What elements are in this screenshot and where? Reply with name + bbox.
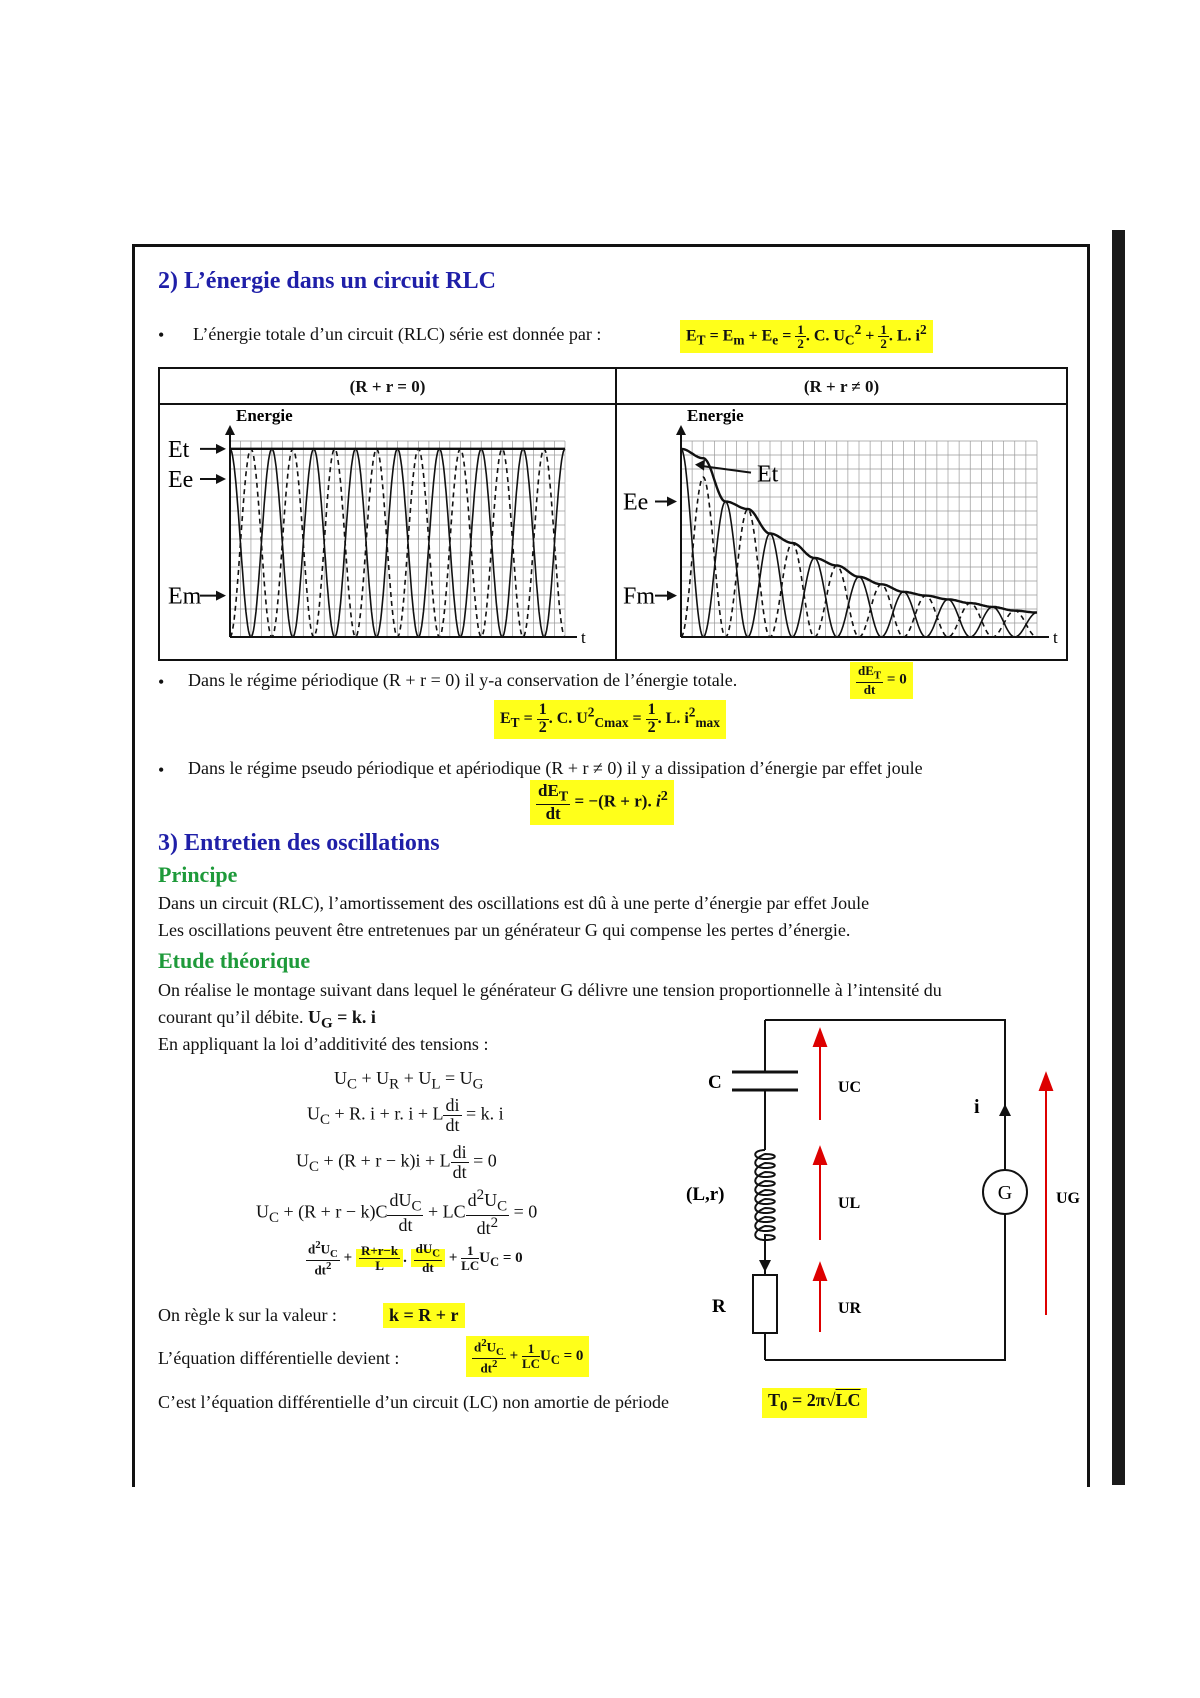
label-ul: UL (838, 1195, 861, 1212)
y-axis-arrow-icon (676, 425, 686, 435)
etude-p5: En appliquant la loi d’additivité des tensions : (158, 1034, 489, 1054)
x-axis-label: t (581, 628, 586, 647)
k-text: On règle k sur la valeur : (158, 1305, 337, 1325)
principe-p1: Dans un circuit (RLC), l’amortissement des oscillations est dû à une perte d’énergie par effet Joule (158, 893, 870, 913)
label-lr: (L,r) (686, 1184, 725, 1205)
k-formula: k = R + r (383, 1303, 465, 1328)
label-arrow-icon (216, 474, 226, 484)
label-g: G (997, 1182, 1013, 1204)
y-axis-arrow-icon (225, 425, 235, 435)
pseudo-formula: $\frac{dE_T}{dt}$ = −(R + r). $i^2$ (530, 780, 674, 825)
principe-heading: Principe (158, 862, 238, 887)
y-axis-label: Energie (236, 406, 293, 425)
y-axis-label: Energie (687, 406, 744, 425)
equation-1: $U_C + U_R + U_L = U_G$ (334, 1068, 484, 1093)
series-label-ee: Ee (623, 489, 649, 516)
equation-2: $U_C + R$. i + r. i + L $\frac{di}{dt}$ = k. i (307, 1095, 504, 1135)
label-arrow-icon (216, 444, 226, 454)
label-ug: UG (1056, 1190, 1080, 1207)
series-label-em: Fm (623, 583, 656, 610)
bullet-dot: • (158, 672, 165, 692)
pseudo-text: Dans le régime pseudo périodique et apériodique (R + r ≠ 0) il y a dissipation d’énergie par effet joule (188, 758, 923, 778)
label-ur: UR (838, 1300, 862, 1317)
uc-arrow-icon (814, 1030, 826, 1046)
current-arrow-icon (999, 1104, 1011, 1116)
periodic-formula: $\frac{dE_T}{dt}$ = 0 (850, 662, 913, 699)
chart-grid (230, 441, 565, 637)
periodic-formula-2: $E_T$ = $\frac{1}{2}$ . C. $U^2_{Cmax}$ = $\frac{1}{2}$ . L. $i^2_{max}$ (494, 700, 726, 739)
series-label-et: Et (168, 436, 190, 463)
label-arrow-icon (216, 591, 226, 601)
section-3-title: 3) Entretien des oscillations (158, 830, 440, 856)
period-formula: $T_0 = 2\pi√LC$ (762, 1388, 867, 1418)
current-arrow-icon (759, 1260, 771, 1272)
ul-arrow-icon (814, 1148, 826, 1164)
rlc-circuit-diagram (686, 1010, 1090, 1390)
right-edge-bar (1112, 230, 1125, 1485)
energy-total-text: L’énergie totale d’un circuit (RLC) série est donnée par : (193, 324, 602, 344)
final-text: C’est l’équation différentielle d’un circuit (LC) non amortie de période (158, 1392, 669, 1412)
equation-3: $U_C + (R + r - k)i + L$ $\frac{di}{dt}$ = 0 (296, 1142, 497, 1182)
label-arrow-icon (667, 497, 677, 507)
inductor-coil (755, 1150, 775, 1240)
energy-total-formula: $E_T = E_m + E_e$ = $\frac{1}{2}$ . C. $U_C^2$ + $\frac{1}{2}$ . L. $i^2$ (680, 320, 933, 353)
etude-heading: Etude théorique (158, 948, 311, 973)
bullet-dot: • (158, 760, 165, 780)
ed-formula: $\frac{d^2U_C}{dt^2}$ + $\frac{1}{LC}$ $U_C = 0$ (466, 1336, 589, 1377)
resistor (753, 1275, 777, 1333)
series-label-et: Et (757, 461, 779, 488)
ur-arrow-icon (814, 1264, 826, 1280)
etude-p3: On réalise le montage suivant dans lequel le générateur G délivre une tension proportionnelle à l’intensité du (158, 980, 942, 1000)
right-energy-chart (617, 407, 1066, 661)
x-axis-label: t (1053, 628, 1058, 647)
circuit-wire (765, 1020, 1005, 1360)
etude-p4: courant qu’il débite. $U_G = k$. i (158, 1007, 376, 1032)
series-label-em: Em (168, 583, 202, 610)
ed-text: L’équation différentielle devient : (158, 1348, 400, 1368)
label-i: i (974, 1096, 980, 1118)
label-r: R (712, 1296, 726, 1317)
label-c: C (708, 1072, 722, 1093)
equation-4: $U_C + (R + r - k)C$ $\frac{dU_C}{dt}$ + LC $\frac{d^2U_C}{dt^2}$ = 0 (256, 1187, 538, 1239)
right-header: (R + r ≠ 0) (617, 369, 1066, 405)
label-arrow-icon (667, 591, 677, 601)
section-2-title: 2) L’énergie dans un circuit RLC (158, 268, 497, 294)
left-energy-chart (160, 407, 615, 661)
principe-p2: Les oscillations peuvent être entretenues par un générateur G qui compense les pertes d’énergie. (158, 920, 851, 940)
energy-table (158, 367, 1068, 661)
bullet-dot: • (158, 325, 165, 345)
ug-arrow-icon (1040, 1074, 1052, 1090)
left-header: (R + r = 0) (160, 369, 615, 405)
periodic-text: Dans le régime périodique (R + r = 0) il y-a conservation de l’énergie totale. (188, 670, 738, 690)
series-label-ee: Ee (168, 466, 194, 493)
label-uc: UC (838, 1079, 862, 1096)
equation-5: $\frac{d^2U_C}{dt^2}$ + $\frac{R+r-k}{L}$ . $\frac{dU_C}{dt}$ + $\frac{1}{LC}$ $U_C = 0$ (308, 1239, 523, 1278)
